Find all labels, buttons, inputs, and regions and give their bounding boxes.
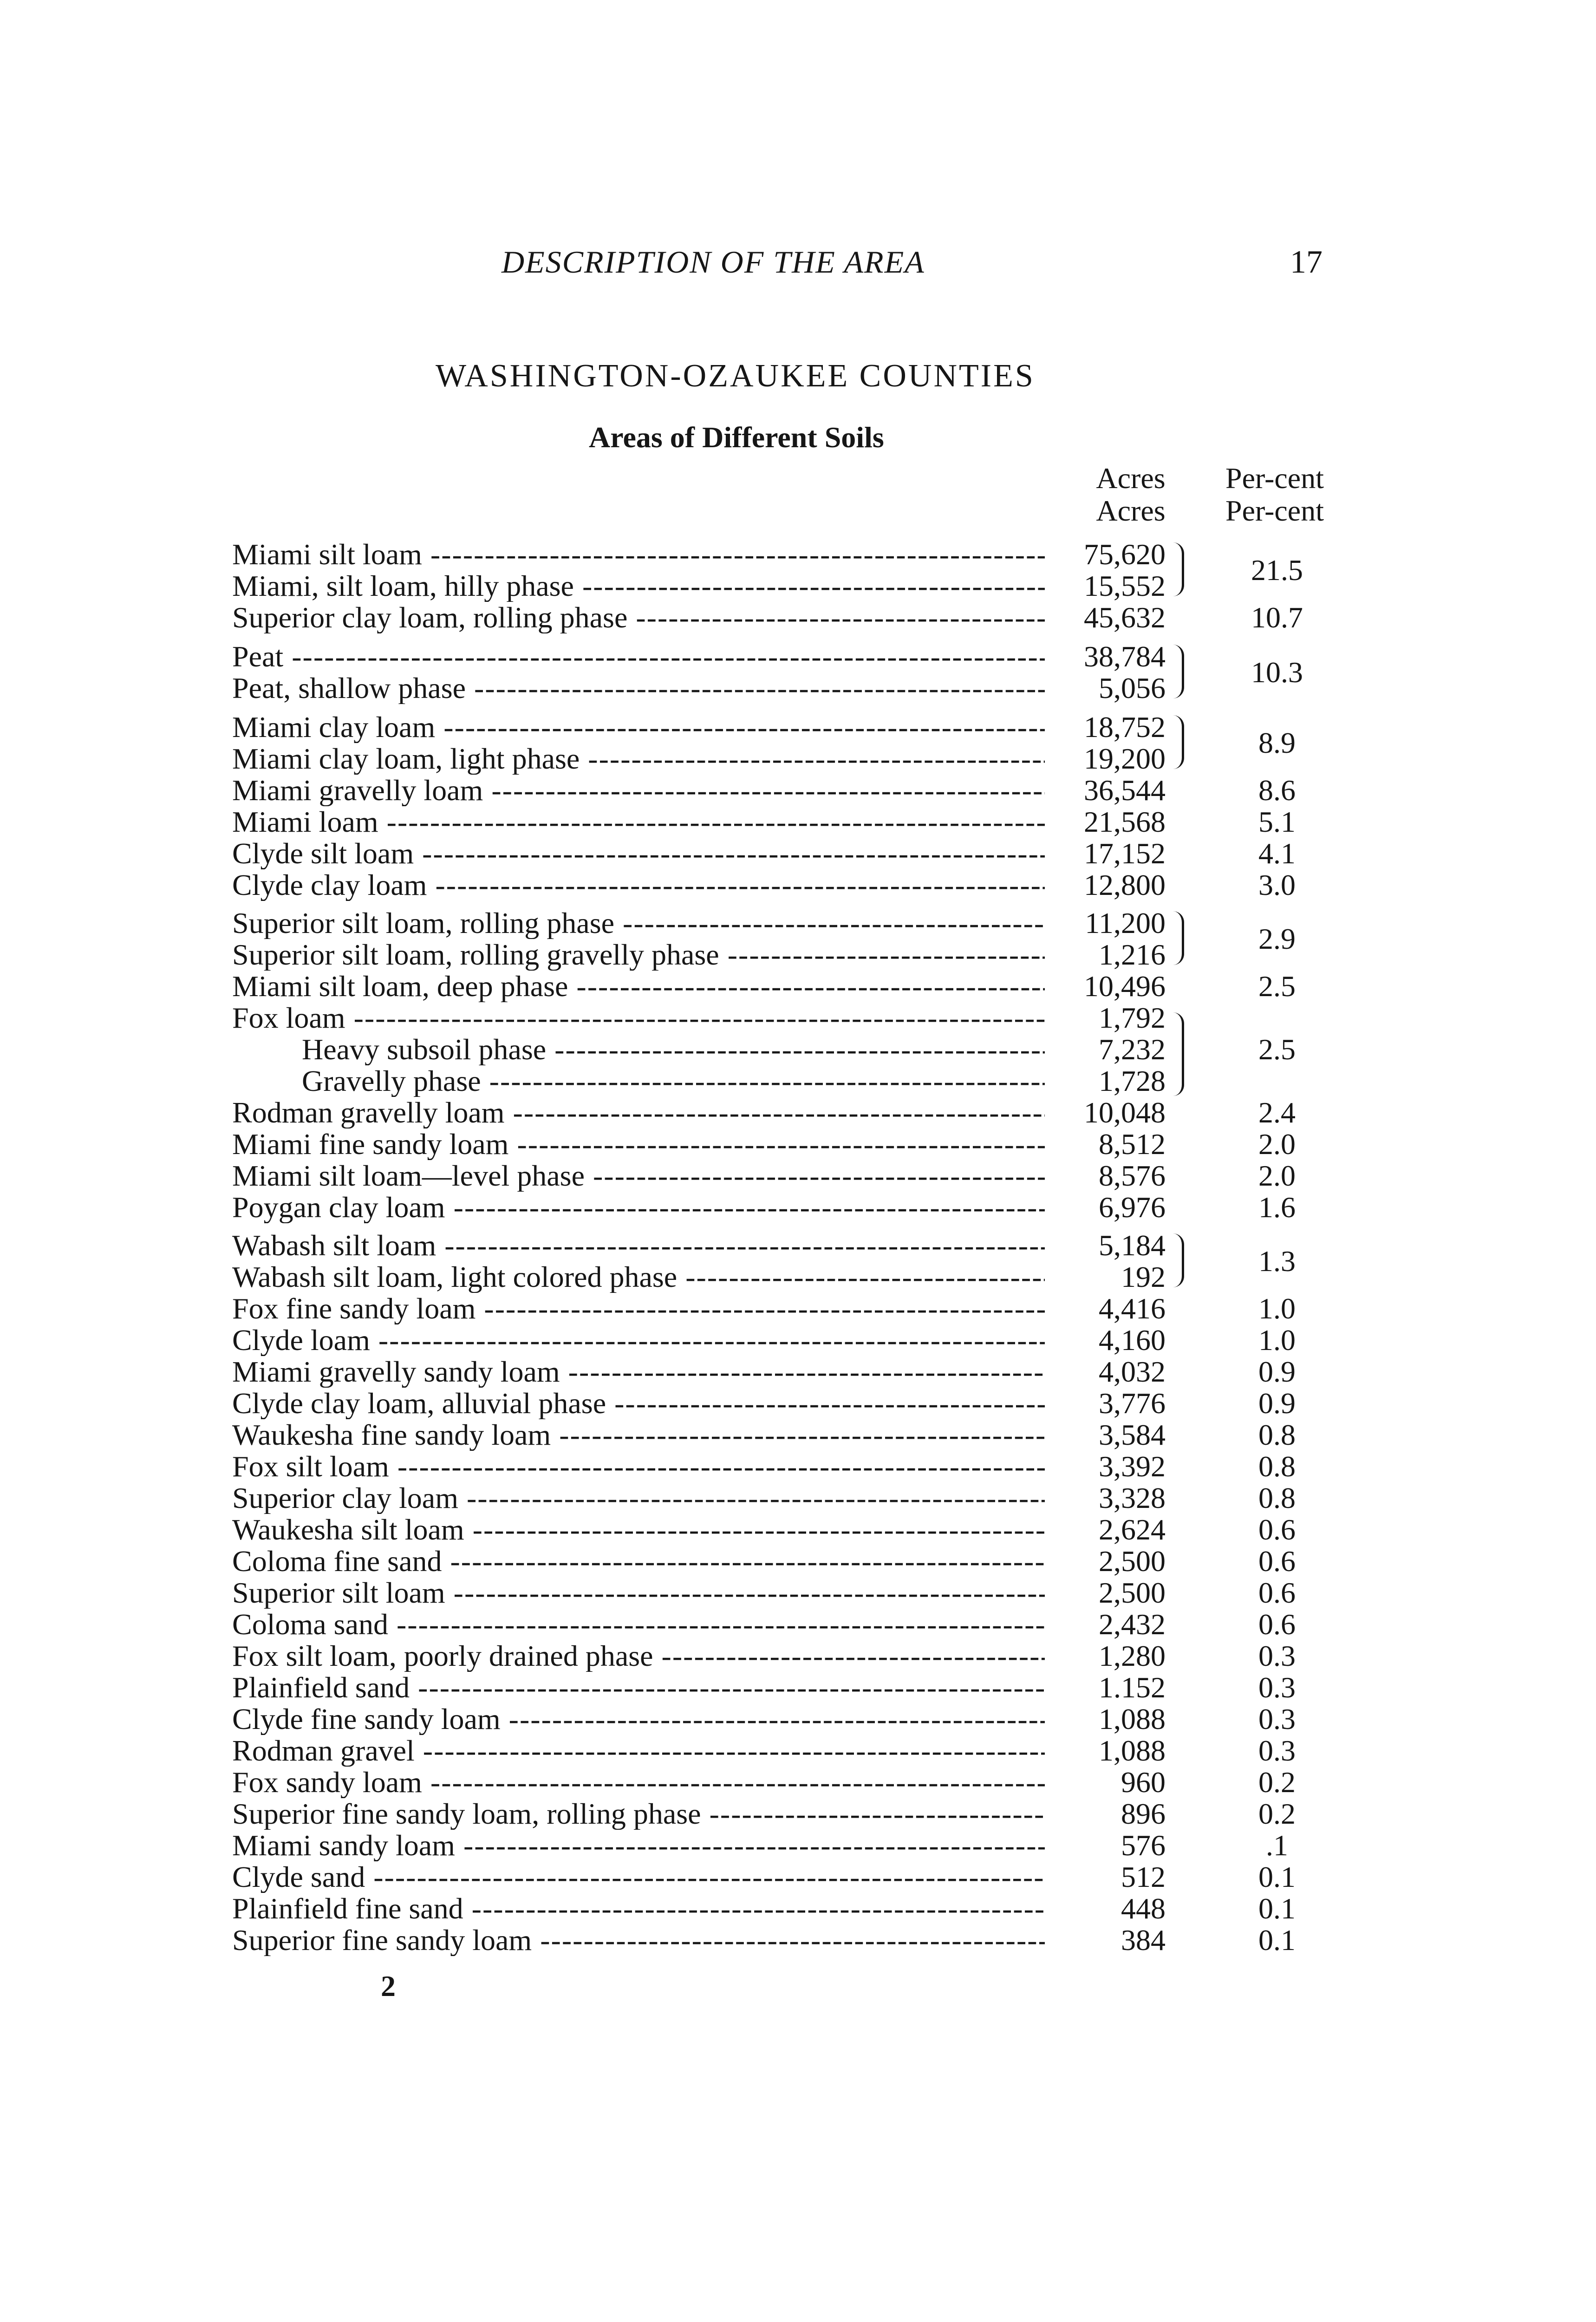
soil-name: Miami, silt loam, hilly phase -----: [232, 570, 1045, 602]
acres-header-line2: Acres: [1096, 494, 1166, 527]
table-row: [0, 1261, 1596, 1293]
percent-cell: 1.0: [1258, 1292, 1296, 1325]
table-row: [0, 1861, 1596, 1893]
acres-header-line1: Acres: [1096, 462, 1166, 495]
table-row: [0, 1324, 1596, 1356]
soil-name: Clyde silt loam -----: [232, 838, 1045, 869]
acres-cell: 5,056: [1099, 672, 1166, 704]
acres-cell: 1.152: [1099, 1671, 1166, 1704]
acres-cell: 2,624: [1099, 1513, 1166, 1546]
table-row: [0, 939, 1596, 971]
soil-name: Miami silt loam, deep phase -----: [232, 971, 1045, 1002]
acres-cell: 3,584: [1099, 1418, 1166, 1451]
percent-cell: 0.1: [1258, 1892, 1296, 1925]
acres-cell: 576: [1121, 1829, 1166, 1862]
percent-cell: 0.2: [1258, 1797, 1296, 1830]
acres-cell: 15,552: [1084, 569, 1166, 602]
percent-cell: 0.3: [1258, 1734, 1296, 1767]
soil-name: Miami clay loam, light phase -----: [232, 743, 1045, 775]
acres-cell: 17,152: [1084, 837, 1166, 870]
soil-name: Clyde fine sandy loam -----: [232, 1703, 1045, 1735]
table-row: [0, 1924, 1596, 1956]
soil-name: Clyde loam -----: [232, 1324, 1045, 1356]
percent-cell: 0.8: [1258, 1481, 1296, 1514]
acres-cell: 18,752: [1084, 711, 1166, 744]
percent-cell: 2.0: [1258, 1159, 1296, 1192]
percent-cell: 2.0: [1258, 1128, 1296, 1161]
table-row: [0, 1703, 1596, 1735]
acres-cell: 1,792: [1099, 1001, 1166, 1034]
table-row: [0, 602, 1596, 633]
acres-cell: 192: [1121, 1260, 1166, 1293]
soil-name: Clyde sand -----: [232, 1861, 1045, 1893]
acres-cell: 7,232: [1099, 1033, 1166, 1066]
acres-cell: 12,800: [1084, 868, 1166, 901]
brace-fox-loam: [1173, 1012, 1184, 1096]
soil-name: Heavy subsoil phase -----: [302, 1034, 1045, 1065]
table-row: [0, 1192, 1596, 1223]
soil-name: Miami fine sandy loam -----: [232, 1128, 1045, 1160]
table-row: [0, 1577, 1596, 1609]
percent-cell: 0.8: [1258, 1450, 1296, 1483]
acres-cell: 3,392: [1099, 1450, 1166, 1483]
table-row: [0, 1798, 1596, 1830]
percent-cell: 0.1: [1258, 1860, 1296, 1893]
acres-cell: 1,280: [1099, 1639, 1166, 1672]
table-row: [0, 1546, 1596, 1577]
percent-cell: 0.6: [1258, 1545, 1296, 1578]
soil-name: Superior fine sandy loam, rolling phase -----: [232, 1798, 1045, 1830]
acres-cell: 1,216: [1099, 938, 1166, 971]
acres-cell: 3,776: [1099, 1387, 1166, 1420]
table-row: [0, 1640, 1596, 1672]
table-caption: Areas of Different Soils: [589, 421, 884, 454]
acres-cell: 21,568: [1084, 805, 1166, 838]
soil-name: Poygan clay loam -----: [232, 1192, 1045, 1223]
acres-cell: 38,784: [1084, 640, 1166, 673]
table-row: [0, 1097, 1596, 1128]
soil-name: Miami gravelly loam -----: [232, 775, 1045, 806]
soil-name: Waukesha fine sandy loam -----: [232, 1419, 1045, 1451]
percent-cell: 3.0: [1258, 868, 1296, 901]
percent-cell: 4.1: [1258, 837, 1296, 870]
acres-cell: 2,500: [1099, 1576, 1166, 1609]
table-row: [0, 1034, 1596, 1065]
acres-column-header: [1073, 462, 1189, 527]
table-row: [0, 1514, 1596, 1546]
soil-name: Miami loam -----: [232, 806, 1045, 838]
soil-name: Plainfield fine sand -----: [232, 1893, 1045, 1924]
acres-cell: 512: [1121, 1860, 1166, 1893]
percent-cell: 2.9: [1258, 922, 1296, 955]
soil-name: Wabash silt loam, light colored phase -----: [232, 1261, 1045, 1293]
brace-wabash: [1173, 1233, 1184, 1287]
percent-column-header: [1205, 462, 1344, 527]
percent-cell: 0.9: [1258, 1355, 1296, 1388]
table-row: [0, 1356, 1596, 1388]
soil-name: Rodman gravelly loam -----: [232, 1097, 1045, 1128]
acres-cell: 2,500: [1099, 1545, 1166, 1578]
table-row: [0, 1160, 1596, 1192]
soil-name: Superior clay loam -----: [232, 1482, 1045, 1514]
soil-name: Fox sandy loam -----: [232, 1767, 1045, 1798]
percent-cell: 0.6: [1258, 1608, 1296, 1641]
brace-miami-silt: [1173, 542, 1184, 596]
percent-cell: 0.1: [1258, 1924, 1296, 1957]
acres-cell: 10,048: [1084, 1096, 1166, 1129]
percent-header-line2: Per-cent: [1225, 494, 1324, 527]
county-title: WASHINGTON-OZAUKEE COUNTIES: [436, 358, 1035, 394]
acres-cell: 19,200: [1084, 742, 1166, 775]
acres-cell: 8,512: [1099, 1128, 1166, 1161]
percent-cell: 0.3: [1258, 1639, 1296, 1672]
footer-signature-mark: 2: [381, 1970, 396, 2002]
acres-cell: 448: [1121, 1892, 1166, 1925]
page-number: 17: [1290, 244, 1322, 280]
table-row: [0, 806, 1596, 838]
soil-name: Waukesha silt loam -----: [232, 1514, 1045, 1546]
table-row: [0, 1609, 1596, 1640]
soil-name: Fox loam -----: [232, 1002, 1045, 1034]
percent-cell: .1: [1266, 1829, 1288, 1862]
acres-cell: 2,432: [1099, 1608, 1166, 1641]
percent-cell: 1.6: [1258, 1191, 1296, 1224]
soil-name: Superior clay loam, rolling phase -----: [232, 602, 1045, 633]
table-row: [0, 1735, 1596, 1767]
percent-cell: 2.5: [1258, 1033, 1296, 1066]
soil-name: Miami sandy loam -----: [232, 1830, 1045, 1861]
soil-name: Gravelly phase -----: [302, 1065, 1045, 1097]
acres-cell: 896: [1121, 1797, 1166, 1830]
soil-name: Peat -----: [232, 641, 1045, 672]
percent-cell: 0.8: [1258, 1418, 1296, 1451]
table-row: [0, 1830, 1596, 1861]
acres-cell: 4,032: [1099, 1355, 1166, 1388]
acres-cell: 5,184: [1099, 1229, 1166, 1262]
percent-cell: 21.5: [1251, 554, 1303, 587]
soil-name: Miami silt loam -----: [232, 539, 1045, 570]
table-row: [0, 1451, 1596, 1482]
acres-cell: 4,416: [1099, 1292, 1166, 1325]
percent-cell: 0.9: [1258, 1387, 1296, 1420]
percent-header-line1: Per-cent: [1225, 462, 1324, 495]
percent-cell: 10.3: [1251, 656, 1303, 689]
soil-name: Superior silt loam, rolling phase -----: [232, 907, 1045, 939]
acres-cell: 36,544: [1084, 774, 1166, 807]
soil-name: Miami gravelly sandy loam -----: [232, 1356, 1045, 1388]
acres-cell: 45,632: [1084, 601, 1166, 634]
table-row: [0, 672, 1596, 704]
soil-name: Superior fine sandy loam -----: [232, 1924, 1045, 1956]
percent-cell: 10.7: [1251, 601, 1303, 634]
brace-miami-clay: [1173, 715, 1184, 769]
table-row: [0, 971, 1596, 1002]
percent-cell: 8.6: [1258, 774, 1296, 807]
table-row: [0, 1419, 1596, 1451]
percent-cell: 0.3: [1258, 1702, 1296, 1735]
soil-name: Fox fine sandy loam -----: [232, 1293, 1045, 1324]
table-row: [0, 1767, 1596, 1798]
table-row: [0, 1482, 1596, 1514]
table-row: [0, 838, 1596, 869]
table-row: [0, 1672, 1596, 1703]
acres-cell: 6,976: [1099, 1191, 1166, 1224]
table-row: [0, 869, 1596, 901]
acres-cell: 384: [1121, 1924, 1166, 1957]
acres-cell: 10,496: [1084, 970, 1166, 1003]
acres-cell: 11,200: [1085, 907, 1166, 939]
soil-name: Clyde clay loam -----: [232, 869, 1045, 901]
brace-peat: [1173, 645, 1184, 698]
table-row: [0, 1893, 1596, 1924]
table-row: [0, 570, 1596, 602]
table-row: [0, 1065, 1596, 1097]
soil-name: Superior silt loam, rolling gravelly phase -----: [232, 939, 1045, 971]
percent-cell: 0.2: [1258, 1766, 1296, 1799]
soil-name: Clyde clay loam, alluvial phase -----: [232, 1388, 1045, 1419]
brace-superior-silt: [1173, 911, 1184, 965]
percent-cell: 2.4: [1258, 1096, 1296, 1129]
percent-cell: 0.3: [1258, 1671, 1296, 1704]
soil-name: Fox silt loam, poorly drained phase -----: [232, 1640, 1045, 1672]
acres-cell: 1,088: [1099, 1734, 1166, 1767]
percent-cell: 8.9: [1258, 726, 1296, 759]
soil-name: Coloma sand -----: [232, 1609, 1045, 1640]
acres-cell: 1,728: [1099, 1064, 1166, 1097]
percent-cell: 0.6: [1258, 1513, 1296, 1546]
acres-cell: 4,160: [1099, 1324, 1166, 1357]
acres-cell: 3,328: [1099, 1481, 1166, 1514]
soil-name: Fox silt loam -----: [232, 1451, 1045, 1482]
table-row: [0, 743, 1596, 775]
acres-cell: 960: [1121, 1766, 1166, 1799]
table-row: [0, 1293, 1596, 1324]
percent-cell: 5.1: [1258, 805, 1296, 838]
percent-cell: 2.5: [1258, 970, 1296, 1003]
soil-name: Plainfield sand -----: [232, 1672, 1045, 1703]
soil-name: Miami clay loam -----: [232, 711, 1045, 743]
page-header-title: DESCRIPTION OF THE AREA: [502, 244, 925, 280]
acres-cell: 75,620: [1084, 538, 1166, 571]
soil-name: Rodman gravel -----: [232, 1735, 1045, 1767]
percent-cell: 1.3: [1258, 1245, 1296, 1278]
acres-cell: 1,088: [1099, 1702, 1166, 1735]
soil-name: Superior silt loam -----: [232, 1577, 1045, 1609]
soil-name: Wabash silt loam -----: [232, 1230, 1045, 1261]
percent-cell: 0.6: [1258, 1576, 1296, 1609]
table-row: [0, 1128, 1596, 1160]
soil-name: Coloma fine sand -----: [232, 1546, 1045, 1577]
percent-cell: 1.0: [1258, 1324, 1296, 1357]
table-row: [0, 1388, 1596, 1419]
table-row: [0, 775, 1596, 806]
soil-name: Miami silt loam—level phase -----: [232, 1160, 1045, 1192]
soil-name: Peat, shallow phase -----: [232, 672, 1045, 704]
acres-cell: 8,576: [1099, 1159, 1166, 1192]
